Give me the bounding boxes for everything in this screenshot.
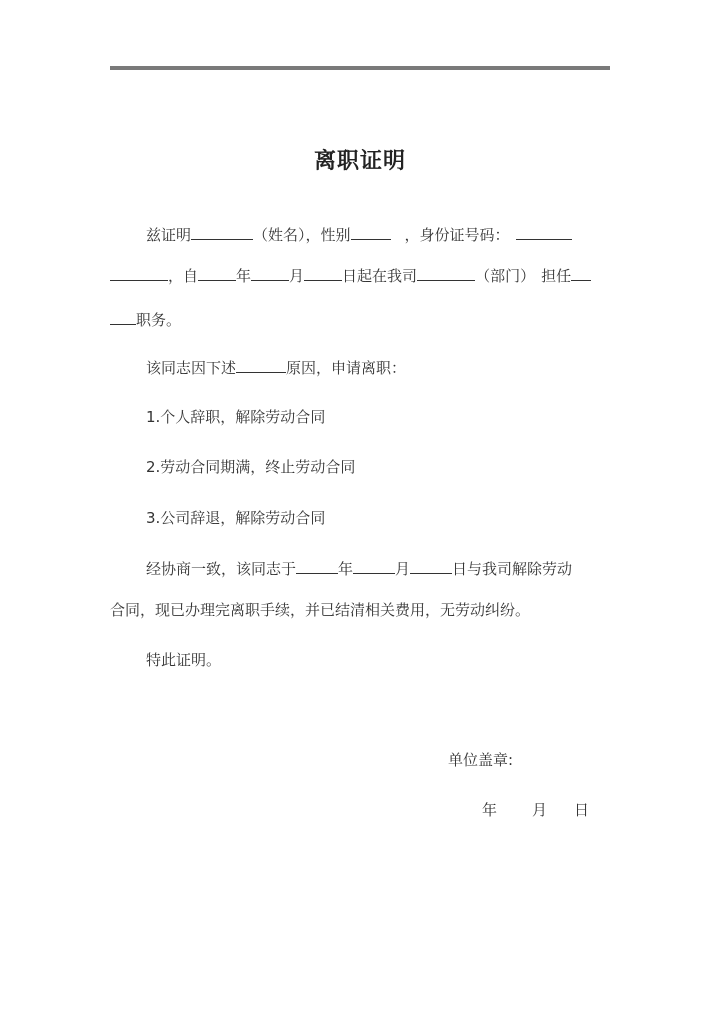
reason-tail: 原因，申请离职： [286, 359, 407, 377]
document-title: 离职证明 [313, 149, 406, 174]
reason-line [146, 357, 406, 378]
end-month-label: 月 [395, 560, 411, 578]
certify-lead: 兹证明 [146, 226, 192, 244]
reason-lead: 该同志因下述 [146, 359, 237, 377]
agreement-line-2: 合同，现已办理完离职手续，并已结清相关费用，无劳动纠纷。 [110, 601, 531, 619]
start-year-blank[interactable] [198, 265, 236, 281]
agreement-tail: 日与我司解除劳动 [452, 560, 573, 578]
end-month-blank[interactable] [353, 558, 395, 574]
duty-label: 职务。 [136, 311, 182, 329]
option-item: 1.个人辞职，解除劳动合同 [146, 408, 326, 426]
start-day-blank[interactable] [304, 265, 342, 281]
dept-hint: （部门） [475, 267, 536, 285]
seal-label: 单位盖章: [448, 751, 514, 769]
position-blank-part1[interactable] [571, 265, 591, 281]
certify-line-2 [110, 265, 591, 286]
closing-text: 特此证明。 [146, 651, 222, 669]
id-label: ，身份证号码： [404, 226, 510, 244]
gender-blank[interactable] [351, 224, 391, 240]
id-blank-part1[interactable] [516, 224, 572, 240]
end-year-blank[interactable] [296, 558, 338, 574]
join-label: 日起在我司 [342, 267, 418, 285]
top-divider [110, 66, 610, 70]
start-year-label: 年 [236, 267, 252, 285]
name-blank[interactable] [191, 224, 253, 240]
start-month-blank[interactable] [251, 265, 289, 281]
end-year-label: 年 [338, 560, 354, 578]
agreement-line-1 [146, 558, 572, 579]
end-day-blank[interactable] [410, 558, 452, 574]
certify-line-3 [110, 309, 181, 330]
certify-line-1 [146, 224, 572, 245]
start-month-label: 月 [289, 267, 305, 285]
signature-day: 日 [574, 801, 590, 819]
signature-year: 年 [482, 801, 498, 819]
serve-label: 担任 [541, 267, 572, 285]
position-blank-part2[interactable] [110, 309, 136, 325]
signature-month: 月 [532, 801, 548, 819]
from-label: ，自 [168, 267, 199, 285]
id-blank-part2[interactable] [110, 265, 168, 281]
option-item: 3.公司辞退，解除劳动合同 [146, 509, 326, 527]
option-item: 2.劳动合同期满，终止劳动合同 [146, 458, 356, 476]
reason-blank[interactable] [236, 357, 286, 373]
gender-label: ，性别 [305, 226, 351, 244]
agreement-lead: 经协商一致，该同志于 [146, 560, 297, 578]
name-hint: （姓名） [253, 226, 306, 244]
dept-blank[interactable] [417, 265, 475, 281]
